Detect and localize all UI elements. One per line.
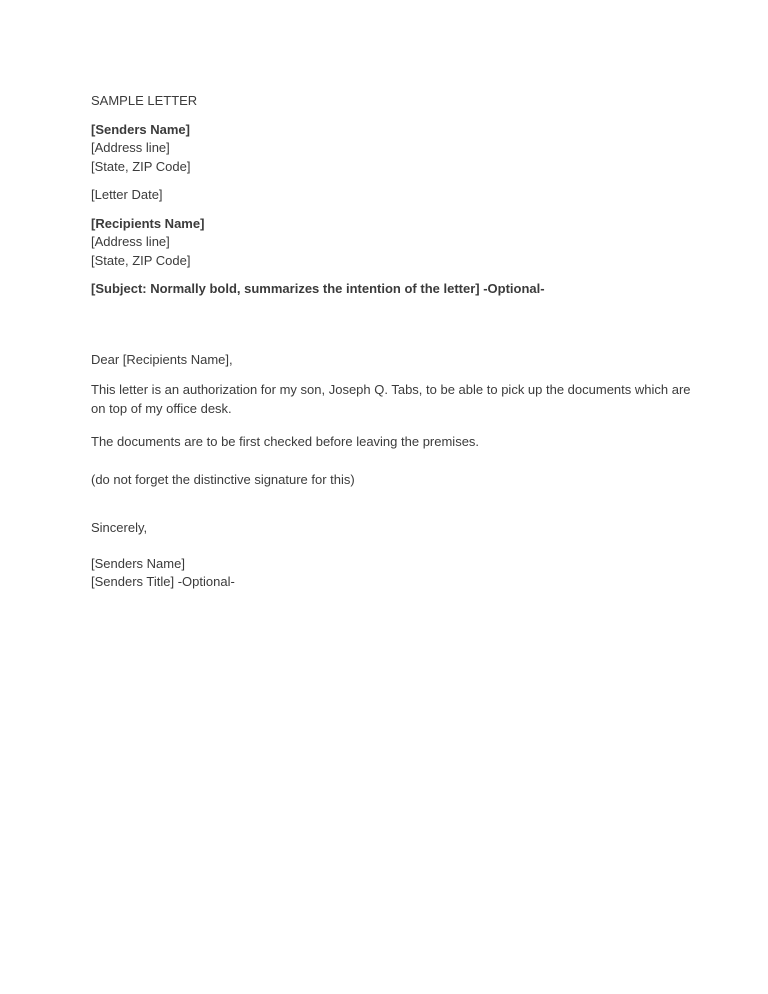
body-paragraph: The documents are to be first checked before leaving the premises. [91, 434, 480, 449]
recipient-name: [Recipients Name] [91, 215, 205, 231]
sender-state-zip: [State, ZIP Code] [91, 158, 191, 174]
recipient-state-zip: [State, ZIP Code] [91, 252, 191, 268]
signature-block [91, 555, 691, 592]
body-paragraph: This letter is an authorization for my son, Joseph Q. Tabs, to be able to pick up the documents which are on top of my office desk. [91, 382, 691, 416]
salutation: Dear [Recipients Name], [91, 351, 233, 367]
signature-title: [Senders Title] -Optional- [91, 574, 235, 589]
subject-line: [Subject: Normally bold, summarizes the intention of the letter] -Optional- [91, 281, 545, 296]
letter-date: [Letter Date] [91, 187, 163, 202]
document-title: SAMPLE LETTER [91, 93, 198, 108]
sender-address-line: [Address line] [91, 140, 170, 155]
letter-content [91, 92, 691, 602]
signature-name: [Senders Name] [91, 555, 185, 571]
recipient-address-block [91, 215, 691, 271]
body-paragraph: (do not forget the distinctive signature for this) [91, 471, 355, 487]
closing: Sincerely, [91, 520, 148, 535]
recipient-address-line: [Address line] [91, 234, 170, 249]
sender-address-block [91, 121, 691, 177]
sender-name: [Senders Name] [91, 121, 190, 137]
